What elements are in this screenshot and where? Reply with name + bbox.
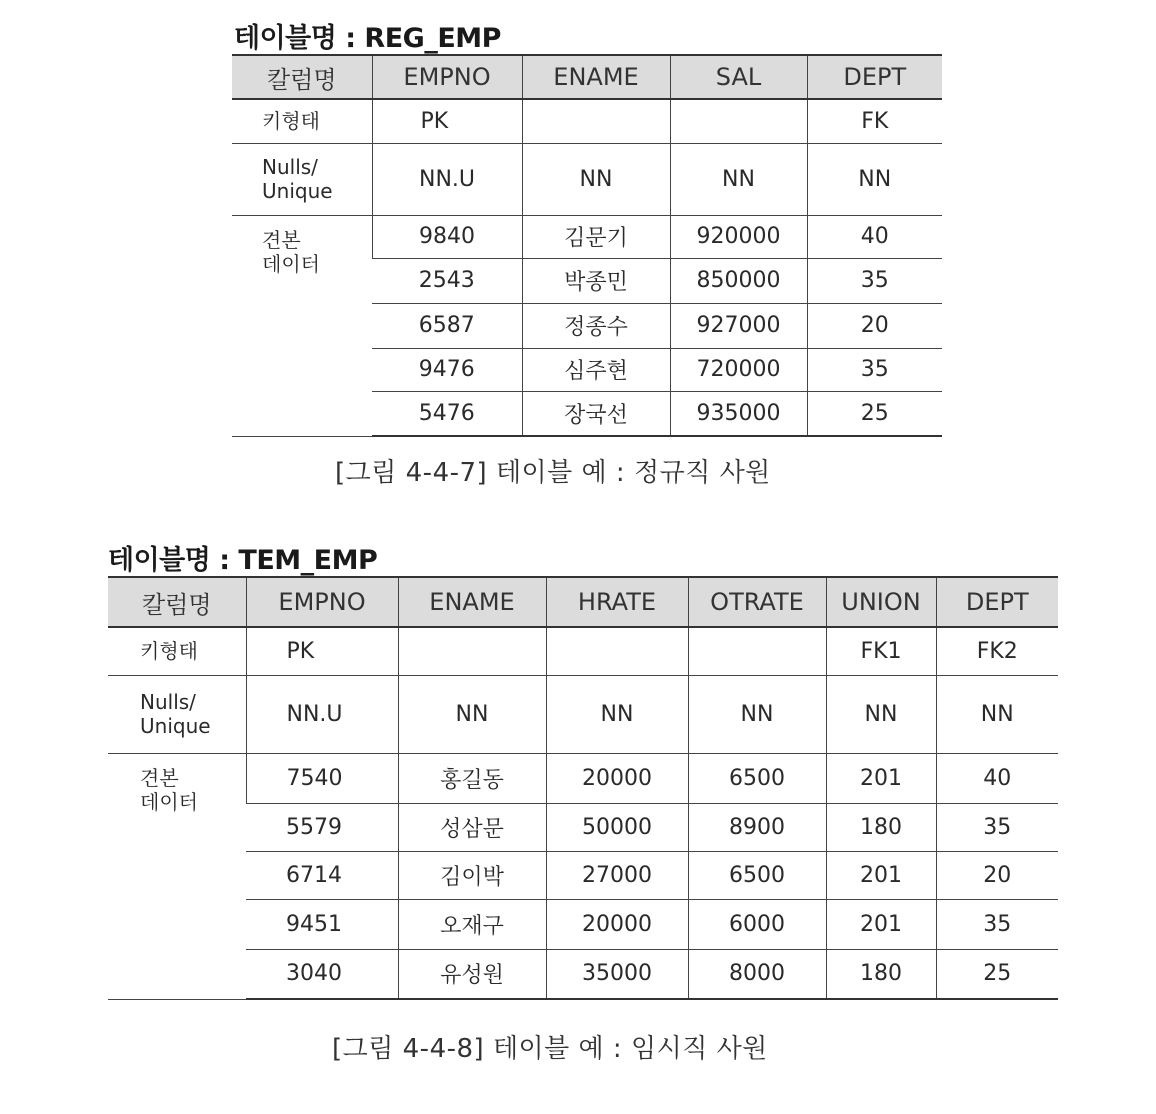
cell: 201 bbox=[826, 851, 936, 899]
table-row bbox=[108, 899, 1058, 949]
header-row bbox=[108, 577, 1058, 627]
table2-caption: [그림 4-4-8] 테이블 예 : 임시직 사원 bbox=[332, 1034, 768, 1064]
nulls-cell: NN bbox=[688, 675, 826, 753]
cell: 김문기 bbox=[522, 215, 670, 258]
cell: 6500 bbox=[688, 753, 826, 803]
cell: 6500 bbox=[688, 851, 826, 899]
cell: 201 bbox=[826, 899, 936, 949]
cell: 35 bbox=[936, 899, 1058, 949]
nulls-label: Nulls/ Unique bbox=[232, 143, 372, 215]
cell: 40 bbox=[936, 753, 1058, 803]
header-row bbox=[232, 55, 942, 99]
cell: 927000 bbox=[670, 303, 807, 348]
table-row bbox=[108, 753, 1058, 803]
nulls-cell: NN bbox=[522, 143, 670, 215]
table2-title: 테이블명 : TEM_EMP bbox=[108, 545, 378, 576]
table-row bbox=[108, 949, 1058, 999]
cell: 25 bbox=[807, 391, 942, 436]
cell: 935000 bbox=[670, 391, 807, 436]
header-cell: EMPNO bbox=[246, 577, 398, 627]
cell: 6000 bbox=[688, 899, 826, 949]
header-cell: EMPNO bbox=[372, 55, 522, 99]
nulls-cell: NN bbox=[546, 675, 688, 753]
header-cell: DEPT bbox=[807, 55, 942, 99]
key-cell bbox=[398, 627, 546, 675]
cell: 5579 bbox=[246, 803, 398, 851]
reg-emp-table bbox=[232, 54, 942, 437]
table1-title: 테이블명 : REG_EMP bbox=[234, 23, 501, 54]
cell: 201 bbox=[826, 753, 936, 803]
header-cell: ENAME bbox=[398, 577, 546, 627]
key-cell: PK bbox=[372, 99, 522, 143]
header-cell: OTRATE bbox=[688, 577, 826, 627]
cell: 성삼문 bbox=[398, 803, 546, 851]
cell: 유성원 bbox=[398, 949, 546, 999]
nulls-cell: NN.U bbox=[246, 675, 398, 753]
header-cell: UNION bbox=[826, 577, 936, 627]
table1-caption: [그림 4-4-7] 테이블 예 : 정규직 사원 bbox=[335, 458, 771, 488]
cell: 25 bbox=[936, 949, 1058, 999]
cell: 180 bbox=[826, 803, 936, 851]
key-cell bbox=[670, 99, 807, 143]
key-row bbox=[232, 99, 942, 143]
cell: 720000 bbox=[670, 348, 807, 391]
cell: 20000 bbox=[546, 899, 688, 949]
cell: 장국선 bbox=[522, 391, 670, 436]
cell: 9476 bbox=[372, 348, 522, 391]
header-cell: 칼럼명 bbox=[108, 577, 246, 627]
cell: 35 bbox=[936, 803, 1058, 851]
cell: 6587 bbox=[372, 303, 522, 348]
cell: 27000 bbox=[546, 851, 688, 899]
key-row bbox=[108, 627, 1058, 675]
cell: 40 bbox=[807, 215, 942, 258]
nulls-cell: NN bbox=[826, 675, 936, 753]
cell: 180 bbox=[826, 949, 936, 999]
sample-label: 견본 데이터 bbox=[232, 215, 372, 436]
key-cell bbox=[546, 627, 688, 675]
key-cell: PK bbox=[246, 627, 398, 675]
cell: 920000 bbox=[670, 215, 807, 258]
cell: 김이박 bbox=[398, 851, 546, 899]
cell: 정종수 bbox=[522, 303, 670, 348]
table-row bbox=[108, 803, 1058, 851]
nulls-cell: NN bbox=[398, 675, 546, 753]
nulls-row bbox=[108, 675, 1058, 753]
tem-emp-table bbox=[108, 576, 1058, 1000]
nulls-cell: NN.U bbox=[372, 143, 522, 215]
cell: 35 bbox=[807, 348, 942, 391]
table-row bbox=[108, 851, 1058, 899]
nulls-label: Nulls/ Unique bbox=[108, 675, 246, 753]
cell: 5476 bbox=[372, 391, 522, 436]
cell: 홍길동 bbox=[398, 753, 546, 803]
table-row bbox=[232, 215, 942, 258]
cell: 9840 bbox=[372, 215, 522, 258]
cell: 박종민 bbox=[522, 258, 670, 303]
cell: 6714 bbox=[246, 851, 398, 899]
cell: 35000 bbox=[546, 949, 688, 999]
header-cell: DEPT bbox=[936, 577, 1058, 627]
cell: 20 bbox=[807, 303, 942, 348]
key-label: 키형태 bbox=[232, 99, 372, 143]
cell: 850000 bbox=[670, 258, 807, 303]
key-cell: FK1 bbox=[826, 627, 936, 675]
cell: 3040 bbox=[246, 949, 398, 999]
header-cell: SAL bbox=[670, 55, 807, 99]
cell: 20000 bbox=[546, 753, 688, 803]
sample-label: 견본 데이터 bbox=[108, 753, 246, 999]
cell: 35 bbox=[807, 258, 942, 303]
cell: 8000 bbox=[688, 949, 826, 999]
key-label: 키형태 bbox=[108, 627, 246, 675]
cell: 20 bbox=[936, 851, 1058, 899]
nulls-cell: NN bbox=[936, 675, 1058, 753]
key-cell: FK bbox=[807, 99, 942, 143]
cell: 50000 bbox=[546, 803, 688, 851]
key-cell: FK2 bbox=[936, 627, 1058, 675]
header-cell: 칼럼명 bbox=[232, 55, 372, 99]
key-cell bbox=[688, 627, 826, 675]
cell: 2543 bbox=[372, 258, 522, 303]
cell: 심주현 bbox=[522, 348, 670, 391]
cell: 8900 bbox=[688, 803, 826, 851]
nulls-cell: NN bbox=[670, 143, 807, 215]
cell: 오재구 bbox=[398, 899, 546, 949]
nulls-cell: NN bbox=[807, 143, 942, 215]
cell: 9451 bbox=[246, 899, 398, 949]
header-cell: HRATE bbox=[546, 577, 688, 627]
nulls-row bbox=[232, 143, 942, 215]
key-cell bbox=[522, 99, 670, 143]
header-cell: ENAME bbox=[522, 55, 670, 99]
cell: 7540 bbox=[246, 753, 398, 803]
